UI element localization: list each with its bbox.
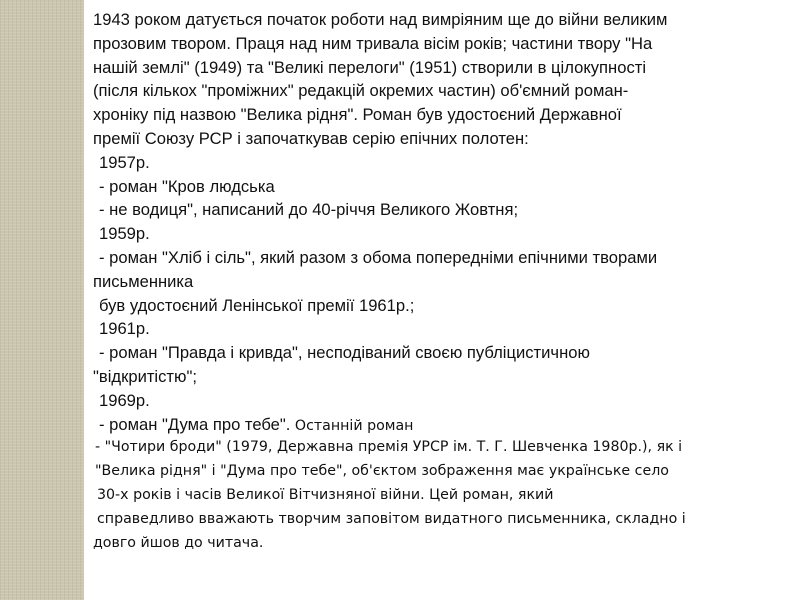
year-label: 1969р. [99, 390, 150, 410]
work-line: - роман "Правда і кривда", несподіваний своєю публіцистичною [99, 343, 590, 363]
work-line: - роман "Кров людська [99, 176, 275, 196]
work-line: "відкритістю"; [93, 366, 197, 386]
last-novel-line: справедливо вважають творчим заповітом видатного письменника, складно і [97, 510, 686, 527]
year-label: 1957р. [99, 152, 150, 172]
last-novel-line: 30-х років і часів Великої Вітчизняної війни. Цей роман, який [97, 486, 554, 503]
work-line: - не водиця", написаний до 40-річчя Великого Жовтня; [99, 200, 519, 220]
work-line: був удостоєний Ленінської премії 1961р.; [99, 295, 415, 315]
paragraph-line: (після кількох "проміжних" редакцій окремих частин) об'ємний роман- [93, 81, 629, 101]
paragraph-line: прозовим твором. Праця над ним тривала вісім років; частини твору "На [93, 33, 653, 53]
paragraph-line: 1943 роком датується початок роботи над вимріяним ще до війни великим [93, 10, 668, 29]
last-novel-line: довго йшов до читача. [93, 534, 264, 551]
paragraph-line: хроніку під назвою "Велика рідня". Роман був удостоєний Державної [93, 105, 622, 125]
last-novel-line: "Велика рідня" і "Дума про тебе", об'єктом зображення має українське село [95, 463, 669, 480]
last-novel-line: - "Чотири броди" (1979, Державна премія УРСР ім. Т. Г. Шевченка 1980р.), як і [95, 439, 683, 456]
work-line: письменника [93, 271, 194, 291]
work-line: - роман "Хліб і сіль", який разом з обома попередніми епічними творами [99, 247, 658, 267]
paragraph-line: премії Союзу РСР і започаткував серію епічних полотен: [93, 128, 529, 148]
novel-title: - роман "Дума про тебе". [99, 414, 291, 434]
decorative-side-band [0, 0, 84, 600]
paragraph-line: нашій землі" (1949) та "Великі перелоги" (1951) створили в цілокупності [93, 57, 647, 77]
document-text [93, 8, 793, 555]
work-line [93, 413, 793, 437]
novel-note: Останній роман [290, 417, 414, 434]
year-label: 1959р. [99, 224, 150, 244]
year-label: 1961р. [99, 319, 150, 339]
